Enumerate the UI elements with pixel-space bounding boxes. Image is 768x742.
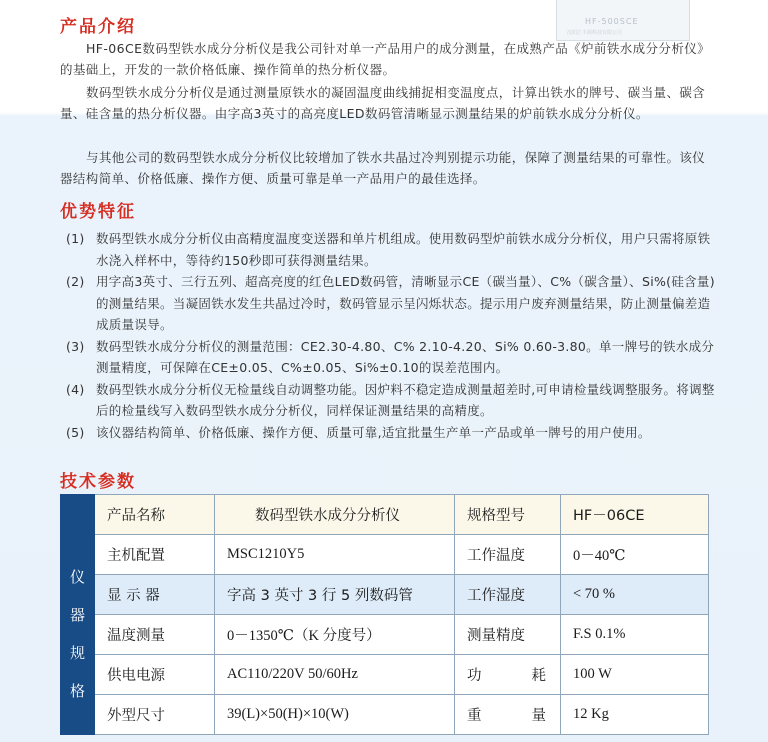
spec-value: 数码型铁水成分分析仪: [215, 495, 455, 535]
spec-value: 字高 3 英寸 3 行 5 列数码管: [215, 575, 455, 615]
spec-key: 重 量: [455, 695, 561, 735]
feature-text: 该仪器结构简单、价格低廉、操作方便、质量可靠,适宜批量生产单一产品或单一牌号的用户使用。: [96, 424, 651, 440]
feature-text: 用字高3英寸、三行五列、超高亮度的红色LED数码管，清晰显示CE（碳当量）、C%（碳含量）、Si%(硅含量)的测量结果。当凝固铁水发生共晶过冷时，数码管显示呈闪烁状态。提示用户废弃测量结果，防止测量偏差造成质量误导。: [96, 274, 715, 332]
feature-number: (3): [66, 338, 85, 354]
feature-text: 数码型铁水成分分析仪的测量范围：CE2.30-4.80、C% 2.10-4.20、Si% 0.60-3.80。单一牌号的铁水成分测量精度，可保障在CE±0.05、C%±0.05、Si%±0.10的误差范围内。: [96, 338, 715, 375]
features-heading: 优势特征: [60, 202, 136, 222]
spec-value: < 70 %: [561, 575, 709, 615]
feature-item: [66, 422, 716, 444]
category-char: 规: [69, 643, 85, 662]
feature-item: [66, 336, 716, 379]
feature-item: [66, 271, 716, 336]
product-photo-logo: [556, 0, 690, 41]
spec-value: 39(L)×50(H)×10(W): [215, 695, 455, 735]
spec-value: AC110/220V 50/60Hz: [215, 655, 455, 695]
category-char: 格: [69, 681, 85, 700]
spec-key: 显 示 器: [95, 575, 215, 615]
spec-key: 工作温度: [455, 535, 561, 575]
spec-key: 供电电源: [95, 655, 215, 695]
spec-table: [60, 494, 709, 735]
feature-number: (5): [66, 424, 85, 440]
intro-paragraph-2: 数码型铁水成分分析仪是通过测量原铁水的凝固温度曲线捕捉相变温度点，计算出铁水的牌号、碳当量、碳含量、硅含量的热分析仪器。由字高3英寸的高亮度LED数码管清晰显示测量结果的炉前铁水成分分析仪。: [60, 85, 706, 121]
feature-number: (4): [66, 381, 85, 397]
spec-value: HF－06CE: [561, 495, 709, 535]
table-row: [61, 535, 709, 575]
category-char: 仪: [69, 567, 85, 586]
logo-company-text: 沈阳汇丰源科技有限公司: [567, 30, 623, 36]
spec-category-cell: [61, 495, 95, 735]
feature-item: [66, 379, 716, 422]
intro-paragraph-3: 与其他公司的数码型铁水成分分析仪比较增加了铁水共晶过冷判别提示功能，保障了测量结果的可靠性。该仪器结构简单、价格低廉、操作方便、质量可靠是单一产品用户的最佳选择。: [60, 150, 706, 186]
spec-value: 12 Kg: [561, 695, 709, 735]
spec-value: 0－1350℃（K 分度号）: [215, 615, 455, 655]
spec-key: 外型尺寸: [95, 695, 215, 735]
feature-number: (2): [66, 274, 85, 289]
intro-heading: 产品介绍: [60, 17, 136, 37]
feature-text: 数码型铁水成分分析仪无检量线自动调整功能。因炉料不稳定造成测量超差时,可申请检量线调整服务。将调整后的检量线写入数码型铁水成分分析仪，同样保证测量结果的高精度。: [96, 381, 715, 418]
specs-heading: 技术参数: [60, 472, 136, 492]
spec-key: 测量精度: [455, 615, 561, 655]
spec-value: MSC1210Y5: [215, 535, 455, 575]
spec-key: 规格型号: [455, 495, 561, 535]
table-row: [61, 695, 709, 735]
table-row: [61, 575, 709, 615]
spec-key: 主机配置: [95, 535, 215, 575]
spec-key: 工作湿度: [455, 575, 561, 615]
category-char: 器: [69, 605, 85, 624]
spec-key: 产品名称: [95, 495, 215, 535]
features-list: [66, 228, 716, 443]
feature-number: (1): [66, 231, 85, 246]
spec-key: 温度测量: [95, 615, 215, 655]
intro-paragraph-1: HF-06CE数码型铁水成分分析仪是我公司针对单一产品用户的成分测量，在成熟产品《炉前铁水成分分析仪》的基础上，开发的一款价格低廉、操作简单的热分析仪器。: [60, 41, 711, 77]
spec-value: F.S 0.1%: [561, 615, 709, 655]
logo-model-text: HF-500SCE: [585, 17, 639, 26]
feature-text: 数码型铁水成分分析仪由高精度温度变送器和单片机组成。使用数码型炉前铁水成分分析仪，用户只需将原铁水浇入样杯中，等待约150秒即可获得测量结果。: [96, 231, 711, 268]
table-row: [61, 655, 709, 695]
spec-value: 100 W: [561, 655, 709, 695]
spec-key: 功 耗: [455, 655, 561, 695]
feature-item: [66, 228, 716, 271]
table-row: [61, 615, 709, 655]
table-row: [61, 495, 709, 535]
spec-value: 0－40℃: [561, 535, 709, 575]
